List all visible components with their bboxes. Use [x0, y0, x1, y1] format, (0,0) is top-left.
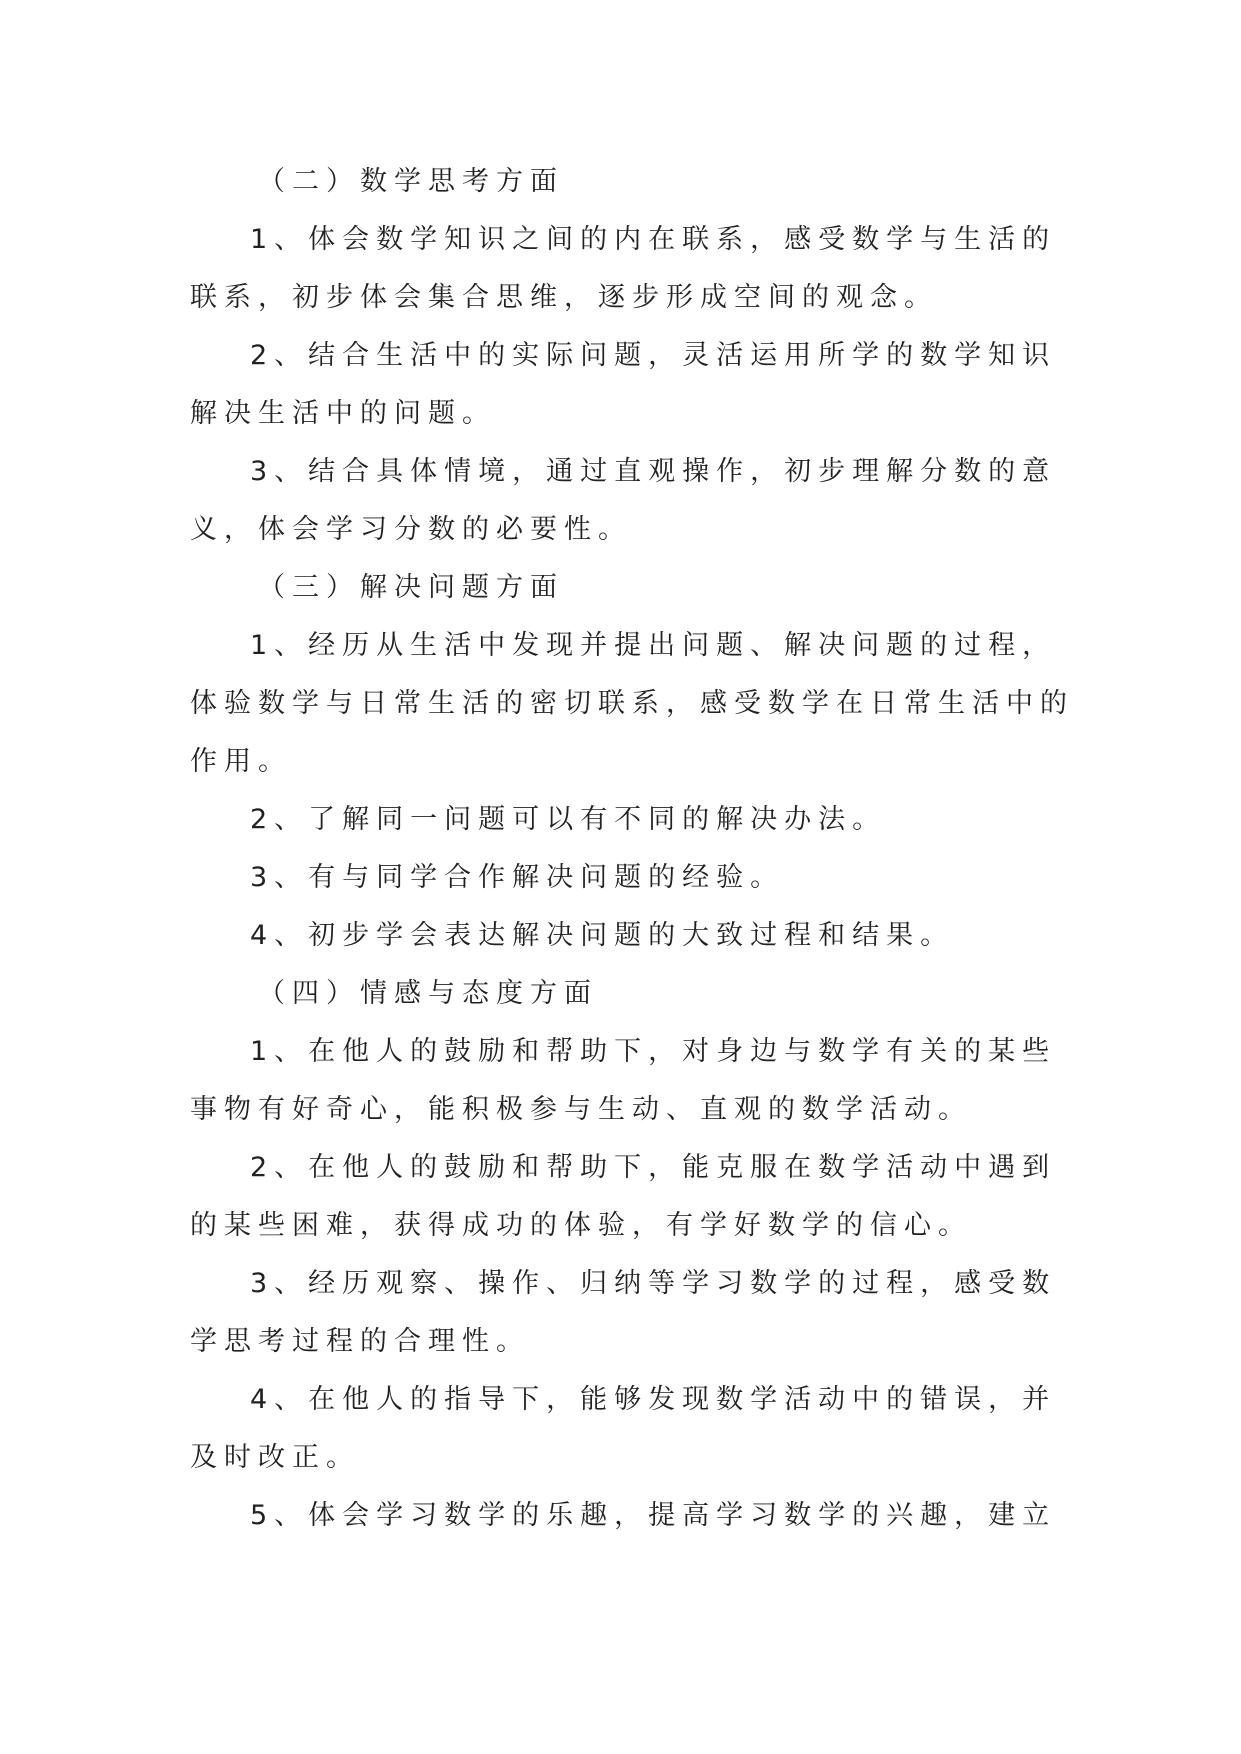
- paragraph-line: 学思考过程的合理性。: [190, 1326, 530, 1357]
- paragraph-line: 3、结合具体情境，通过直观操作，初步理解分数的意: [250, 456, 1057, 487]
- paragraph-line: 5、体会学习数学的乐趣，提高学习数学的兴趣，建立: [250, 1500, 1057, 1531]
- paragraph-line: 1、在他人的鼓励和帮助下，对身边与数学有关的某些: [250, 1036, 1057, 1067]
- paragraph-line: 2、了解同一问题可以有不同的解决办法。: [250, 804, 887, 835]
- section-heading: （三）解决问题方面: [258, 572, 564, 603]
- paragraph-line: 3、经历观察、操作、归纳等学习数学的过程，感受数: [250, 1268, 1057, 1299]
- paragraph-line: 解决生活中的问题。: [190, 398, 496, 429]
- paragraph-line: 2、在他人的鼓励和帮助下，能克服在数学活动中遇到: [250, 1152, 1057, 1183]
- paragraph-line: 事物有好奇心，能积极参与生动、直观的数学活动。: [190, 1094, 972, 1125]
- paragraph-line: 联系，初步体会集合思维，逐步形成空间的观念。: [190, 282, 938, 313]
- paragraph-line: 1、经历从生活中发现并提出问题、解决问题的过程，: [250, 630, 1057, 661]
- paragraph-line: 的某些困难，获得成功的体验，有学好数学的信心。: [190, 1210, 972, 1241]
- paragraph-line: 4、在他人的指导下，能够发现数学活动中的错误，并: [250, 1384, 1057, 1415]
- paragraph-line: 作用。: [190, 746, 292, 777]
- paragraph-line: 1、体会数学知识之间的内在联系，感受数学与生活的: [250, 224, 1057, 255]
- section-heading: （二）数学思考方面: [258, 166, 564, 197]
- paragraph-line: 义，体会学习分数的必要性。: [190, 514, 632, 545]
- paragraph-line: 体验数学与日常生活的密切联系，感受数学在日常生活中的: [190, 688, 1074, 719]
- paragraph-line: 及时改正。: [190, 1442, 360, 1473]
- document-page: [190, 153, 1074, 1545]
- section-heading: （四）情感与态度方面: [258, 978, 598, 1009]
- paragraph-line: 4、初步学会表达解决问题的大致过程和结果。: [250, 920, 955, 951]
- paragraph-line: 3、有与同学合作解决问题的经验。: [250, 862, 785, 893]
- paragraph-line: 2、结合生活中的实际问题，灵活运用所学的数学知识: [250, 340, 1057, 371]
